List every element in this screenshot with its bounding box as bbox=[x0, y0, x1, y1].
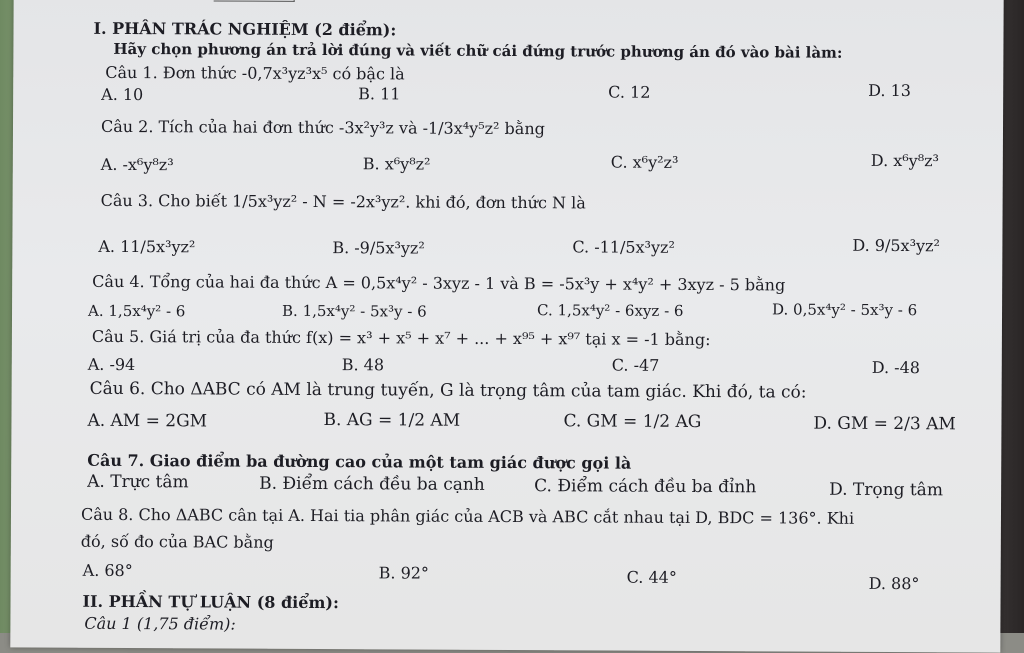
q5-option-c: C. -47 bbox=[611, 355, 660, 375]
q3-option-d: D. 9/5x³yz² bbox=[852, 235, 940, 256]
section-2-title: II. PHẦN TỰ LUẬN (8 điểm): bbox=[82, 591, 339, 613]
q4-option-d: D. 0,5x⁴y² - 5x³y - 6 bbox=[772, 300, 918, 320]
q4-option-c: C. 1,5x⁴y² - 6xyz - 6 bbox=[537, 301, 684, 320]
q3-option-a: A. 11/5x³yz² bbox=[98, 236, 196, 257]
q5-option-b: B. 48 bbox=[341, 355, 385, 375]
q7-stem: Câu 7. Giao điểm ba đường cao của một tam giác được gọi là bbox=[87, 450, 632, 473]
section-1-instruction: Hãy chọn phương án trả lời đúng và viết chữ cái đứng trước phương án đó vào bài làm: bbox=[113, 39, 843, 62]
q8-stem-line1: Câu 8. Cho ΔABC cân tại A. Hai tia phân giác của ACB và ABC cắt nhau tại D, BDC = 136°. Khi bbox=[80, 504, 855, 528]
q3-option-c: C. -11/5x³yz² bbox=[572, 237, 675, 257]
q3-option-b: B. -9/5x³yz² bbox=[332, 238, 425, 258]
q8-stem-line2: đó, số đo của BAC bằng bbox=[80, 531, 274, 552]
q1-option-d: D. 13 bbox=[868, 80, 912, 101]
q8-option-c: C. 44° bbox=[626, 567, 677, 587]
q7-option-d: D. Trọng tâm bbox=[829, 479, 944, 501]
q8-option-b: B. 92° bbox=[378, 563, 430, 583]
top-border-line bbox=[214, 0, 295, 2]
q2-option-c: C. x⁶y²z³ bbox=[610, 152, 679, 172]
q3-stem: Câu 3. Cho biết 1/5x³yz² - N = -2x³yz². khi đó, đơn thức N là bbox=[100, 190, 586, 213]
q5-option-d: D. -48 bbox=[871, 357, 921, 378]
q6-option-d: D. GM = 2/3 AM bbox=[813, 413, 956, 435]
q1-option-c: C. 12 bbox=[608, 82, 651, 102]
q6-option-c: C. GM = 1/2 AG bbox=[563, 411, 702, 433]
section-1-title: I. PHÂN TRÁC NGHIỆM (2 điểm): bbox=[93, 18, 397, 40]
q4-option-b: B. 1,5x⁴y² - 5x³y - 6 bbox=[281, 301, 427, 321]
q2-stem: Câu 2. Tích của hai đơn thức -3x²y³z và -1/3x⁴y⁵z² bằng bbox=[100, 116, 545, 139]
q2-option-d: D. x⁶y⁸z³ bbox=[870, 150, 940, 171]
q6-option-b: B. AG = 1/2 AM bbox=[323, 410, 461, 431]
q8-option-d: D. 88° bbox=[868, 573, 920, 594]
q1-option-a: A. 10 bbox=[101, 84, 144, 105]
q2-option-b: B. x⁶y⁸z² bbox=[362, 154, 431, 174]
q4-option-a: A. 1,5x⁴y² - 6 bbox=[87, 301, 186, 321]
q4-stem: Câu 4. Tổng của hai đa thức A = 0,5x⁴y² - 3xyz - 1 và B = -5x³y + x⁴y² + 3xyz - 5 bằng bbox=[92, 271, 786, 295]
exam-paper bbox=[10, 0, 1003, 653]
q7-option-a: A. Trực tâm bbox=[87, 471, 189, 493]
section-2-q1: Câu 1 (1,75 điểm): bbox=[84, 613, 236, 634]
q1-stem: Câu 1. Đơn thức -0,7x³yz³x⁵ có bậc là bbox=[105, 62, 405, 84]
q1-option-b: B. 11 bbox=[358, 84, 401, 104]
q5-stem: Câu 5. Giá trị của đa thức f(x) = x³ + x⁵ + x⁷ + ... + x⁹⁵ + x⁹⁷ tại x = -1 bằng: bbox=[91, 326, 711, 350]
q2-option-a: A. -x⁶y⁸z³ bbox=[100, 154, 174, 175]
q7-option-b: B. Điểm cách đều ba cạnh bbox=[259, 473, 485, 495]
q6-option-a: A. AM = 2GM bbox=[87, 410, 208, 432]
q5-option-a: A. -94 bbox=[87, 354, 136, 375]
q7-option-c: C. Điểm cách đều ba đỉnh bbox=[534, 476, 757, 498]
q8-option-a: A. 68° bbox=[82, 560, 133, 581]
q6-stem: Câu 6. Cho ΔABC có AM là trung tuyến, G là trọng tâm của tam giác. Khi đó, ta có: bbox=[89, 378, 807, 403]
